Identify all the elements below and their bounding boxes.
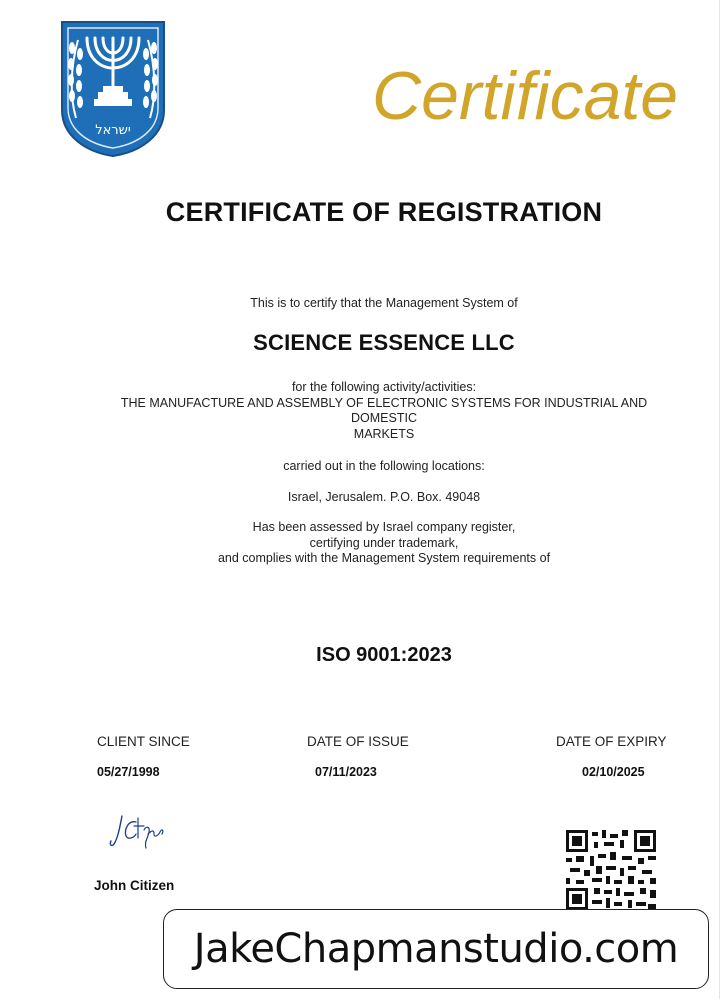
iso-standard: ISO 9001:2023 bbox=[316, 644, 452, 666]
intro-text: This is to certify that the Management System of bbox=[250, 296, 518, 310]
date-of-issue-label: DATE OF ISSUE bbox=[307, 734, 409, 749]
state-emblem-icon bbox=[58, 18, 168, 158]
assessment-line-3: and complies with the Management System requirements of bbox=[217, 551, 551, 565]
qr-code[interactable] bbox=[566, 830, 656, 910]
activity-block bbox=[0, 380, 720, 442]
signatory-name: John Citizen bbox=[94, 878, 175, 893]
signature-image bbox=[108, 812, 168, 852]
svg-text:ישראל: ישראל bbox=[95, 123, 131, 138]
client-since-label: CLIENT SINCE bbox=[97, 734, 190, 749]
activity-line-1: THE MANUFACTURE AND ASSEMBLY OF ELECTRONIC SYSTEMS FOR INDUSTRIAL AND bbox=[120, 395, 648, 410]
company-name: SCIENCE ESSENCE LLC bbox=[253, 330, 515, 355]
certificate-heading: Certificate bbox=[372, 58, 679, 134]
activity-line-3: MARKETS bbox=[353, 426, 415, 441]
assessment-block bbox=[0, 520, 720, 567]
client-since-value: 05/27/1998 bbox=[97, 765, 160, 779]
locations-lead: carried out in the following locations: bbox=[283, 459, 485, 473]
activity-lead: for the following activity/activities: bbox=[291, 380, 477, 394]
date-of-expiry-value: 02/10/2025 bbox=[582, 765, 645, 779]
date-of-issue-value: 07/11/2023 bbox=[315, 765, 377, 779]
date-of-expiry-label: DATE OF EXPIRY bbox=[556, 734, 667, 749]
assessment-line-2: certifying under trademark, bbox=[309, 535, 459, 550]
assessment-line-1: Has been assessed by Israel company register, bbox=[252, 520, 516, 534]
location-address: Israel, Jerusalem. P.O. Box. 49048 bbox=[287, 490, 481, 504]
document-title: CERTIFICATE OF REGISTRATION bbox=[165, 197, 603, 227]
watermark-banner: JakeChapmanstudio.com bbox=[163, 909, 709, 989]
activity-line-2: DOMESTIC bbox=[351, 411, 417, 425]
